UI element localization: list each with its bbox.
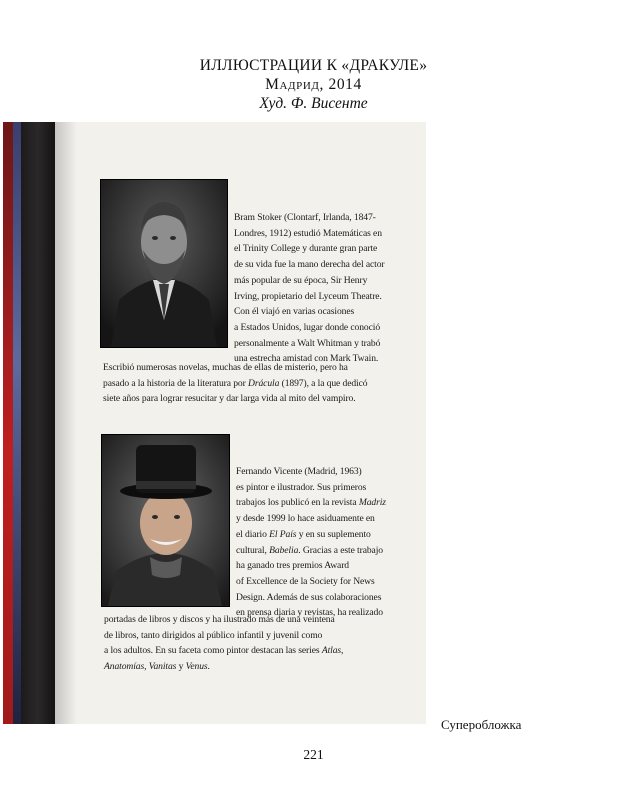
bio-text: . <box>207 661 210 673</box>
cover-blue-edge <box>13 122 21 724</box>
newspaper-title: El País <box>269 528 297 540</box>
bio-line: una estrecha amistad con Mark Twain. <box>234 353 379 365</box>
scanned-book-page <box>3 122 426 724</box>
heading-artist: Худ. Ф. Висенте <box>259 95 368 112</box>
bio-line: y desde 1999 lo hace asiduamente en <box>236 513 375 525</box>
vicente-portrait <box>101 434 230 607</box>
stoker-portrait <box>100 179 228 348</box>
bio-line: personalmente a Walt Whitman y trabó <box>234 337 381 349</box>
magazine-title: Madriz <box>358 497 386 509</box>
bio-line: Fernando Vicente (Madrid, 1963) <box>236 466 362 477</box>
bio-line: de libros, tanto dirigidos al público infantil y juvenil como <box>104 629 323 641</box>
series-title: Venus <box>185 661 208 673</box>
bio-line: Design. Además de sus colaboraciones <box>236 591 382 603</box>
page-heading <box>0 56 627 113</box>
bio-text: y <box>178 661 184 673</box>
bio-text: el diario <box>236 528 267 540</box>
gutter-shadow <box>55 122 77 724</box>
bio-line: Irving, propietario del Lyceum Theatre. <box>234 290 382 302</box>
stoker-bio-top <box>234 210 385 367</box>
bio-line <box>236 543 386 559</box>
bio-line: el Trinity College y durante gran parte <box>234 243 378 255</box>
heading-place-year: Мадрид, 2014 <box>265 76 362 93</box>
bio-text: cultural, <box>236 544 267 556</box>
bio-text: . Gracias a este trabajo <box>298 544 383 556</box>
bio-line: of Excellence de la Society for News <box>236 575 375 587</box>
bio-text: , <box>341 645 344 657</box>
series-title: Atlas <box>321 645 342 657</box>
vicente-bio-bottom <box>104 612 343 675</box>
stoker-bio-bottom <box>103 360 367 407</box>
bio-line: a Estados Unidos, lugar donde conoció <box>234 321 381 333</box>
series-title: Anatomías <box>104 661 145 673</box>
series-title: Vanitas <box>148 661 177 673</box>
dracula-title: Drácula <box>248 377 280 389</box>
bio-line <box>104 659 343 675</box>
bio-line <box>104 643 343 659</box>
cover-red-edge <box>3 122 13 724</box>
vicente-bio-top <box>236 464 386 621</box>
bio-line: portadas de libros y discos y ha ilustrado más de una veintena <box>104 614 335 625</box>
bio-line: Escribió numerosas novelas, muchas de ellas de misterio, pero ha <box>103 362 348 373</box>
bio-text: a los adultos. En su faceta como pintor destacan las series <box>104 645 320 657</box>
bio-line: Bram Stoker (Clontarf, Irlanda, 1847- <box>234 212 376 223</box>
bio-line <box>236 495 386 511</box>
bio-text: pasado a la historia de la literatura por <box>103 377 246 389</box>
bio-line: Con él viajó en varias ocasiones <box>234 306 355 318</box>
bio-text: trabajos los publicó en la revista <box>236 497 357 509</box>
page-number: 221 <box>303 747 324 762</box>
bio-line <box>103 376 367 392</box>
bio-text: , <box>144 661 147 673</box>
bio-line: más popular de su época, Sir Henry <box>234 274 368 286</box>
bio-line: ha ganado tres premios Award <box>236 560 350 572</box>
bio-text: (1897), a la que dedicó <box>281 377 368 389</box>
bio-line: en prensa diaria y revistas, ha realizado <box>236 607 383 619</box>
bio-text: y en su suplemento <box>298 528 371 540</box>
bio-line <box>236 527 386 543</box>
supplement-title: Babelia <box>269 544 299 556</box>
heading-title: ИЛЛЮСТРАЦИИ К «ДРАКУЛЕ» <box>199 57 428 74</box>
bio-line: es pintor e ilustrador. Sus primeros <box>236 481 367 493</box>
bio-line: Londres, 1912) estudió Matemáticas en <box>234 227 382 239</box>
bio-line: de su vida fue la mano derecha del actor <box>234 259 385 271</box>
image-caption: Суперобложка <box>441 717 522 732</box>
bio-line: siete años para lograr resucitar y dar larga vida al mito del vampiro. <box>103 393 356 405</box>
